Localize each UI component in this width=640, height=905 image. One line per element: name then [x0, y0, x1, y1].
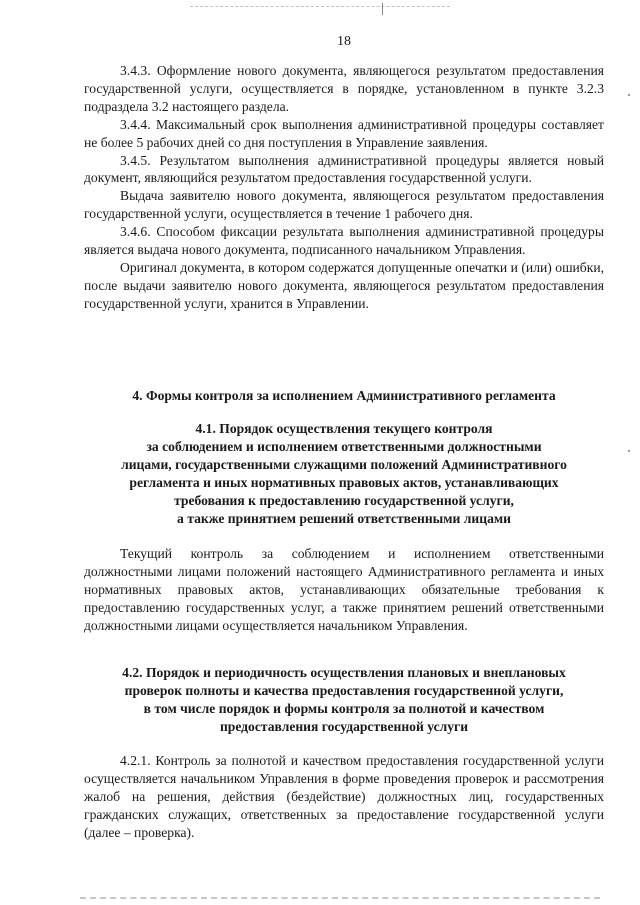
subsection-4-2-text — [84, 752, 604, 842]
subsection-4-2-heading-line: предоставления государственной услуги — [219, 718, 469, 734]
subsection-4-2-heading-line: 4.2. Порядок и периодичность осуществления плановых и внеплановых — [122, 665, 566, 680]
subsection-4-1-heading-line: а также принятием решений ответственными лицами — [177, 510, 511, 526]
subsection-4-1-heading-line: 4.1. Порядок осуществления текущего контроля — [195, 421, 493, 436]
subsection-4-1-heading — [84, 420, 604, 527]
subsection-4-2-heading — [84, 664, 604, 736]
paragraph-issue: Выдача заявителю нового документа, являющегося результатом предоставления государственной услуги, осуществляется в течение 1 рабочего дня. — [84, 188, 604, 222]
scan-artifact-mark — [382, 3, 383, 15]
subsection-4-2-heading-line: в том числе порядок и формы контроля за полнотой и качеством — [143, 700, 545, 716]
section-3-4-text — [84, 62, 604, 313]
scan-dot — [628, 94, 630, 96]
paragraph-3-4-5: 3.4.5. Результатом выполнения административной процедуры является новый документ, являющийся результатом предоставления государственной услуги. — [84, 152, 604, 186]
subsection-4-1-heading-line: требования к предоставлению государственной услуги, — [174, 492, 514, 508]
section-4-heading-block — [84, 387, 604, 405]
section-4-heading: 4. Формы контроля за исполнением Административного регламента — [132, 388, 556, 403]
subsection-4-1-heading-line: регламента и иных нормативных правовых актов, устанавливающих — [129, 474, 559, 490]
subsection-4-1-heading-line: лицами, государственными служащими положений Административного — [121, 456, 567, 472]
subsection-4-1-heading-line: за соблюдением и исполнением ответственными должностными — [146, 438, 542, 454]
paragraph-3-4-3: 3.4.3. Оформление нового документа, являющегося результатом предоставления государственной услуги, осуществляется в порядке, установленном в пункте 3.2.3 подраздела 3.2 настоящего раздела. — [84, 63, 604, 114]
scan-artifact-top — [190, 6, 450, 11]
page-number: 18 — [337, 34, 351, 49]
paragraph-3-4-6: 3.4.6. Способом фиксации результата выполнения административной процедуры является выдача нового документа, подписанного начальником Управления. — [84, 224, 604, 258]
scan-dot — [628, 450, 630, 452]
paragraph-original: Оригинал документа, в котором содержатся допущенные опечатки и (или) ошибки, после выдачи заявителю нового документа, являющегося результатом предоставления государственной услуги, хранится в Управлении. — [84, 259, 604, 311]
paragraph-current-control: Текущий контроль за соблюдением и исполнением ответственными должностными лицами положений настоящего Административного регламента и иных нормативных правовых актов, устанавливающих обязательные требования к предоставлению государственных услуг, а также принятием решений ответственными должностными лицами осуществляется начальником Управления. — [84, 546, 604, 633]
subsection-4-2-heading-line: проверок полноты и качества предоставления государственной услуги, — [124, 682, 564, 698]
paragraph-4-2-1: 4.2.1. Контроль за полнотой и качеством предоставления государственной услуги осуществляется начальником Управления в форме проведения проверок и рассмотрения жалоб на решения, действия (бездействие) должностных лиц, государственных гражданских служащих, ответственных за предоставление государственной услуги (далее – проверка). — [84, 753, 604, 840]
subsection-4-1-text — [84, 545, 604, 635]
paragraph-3-4-4: 3.4.4. Максимальный срок выполнения административной процедуры составляет не более 5 рабочих дней со дня поступления в Управление заявления. — [84, 116, 604, 150]
scan-artifact-bottom — [80, 893, 600, 899]
